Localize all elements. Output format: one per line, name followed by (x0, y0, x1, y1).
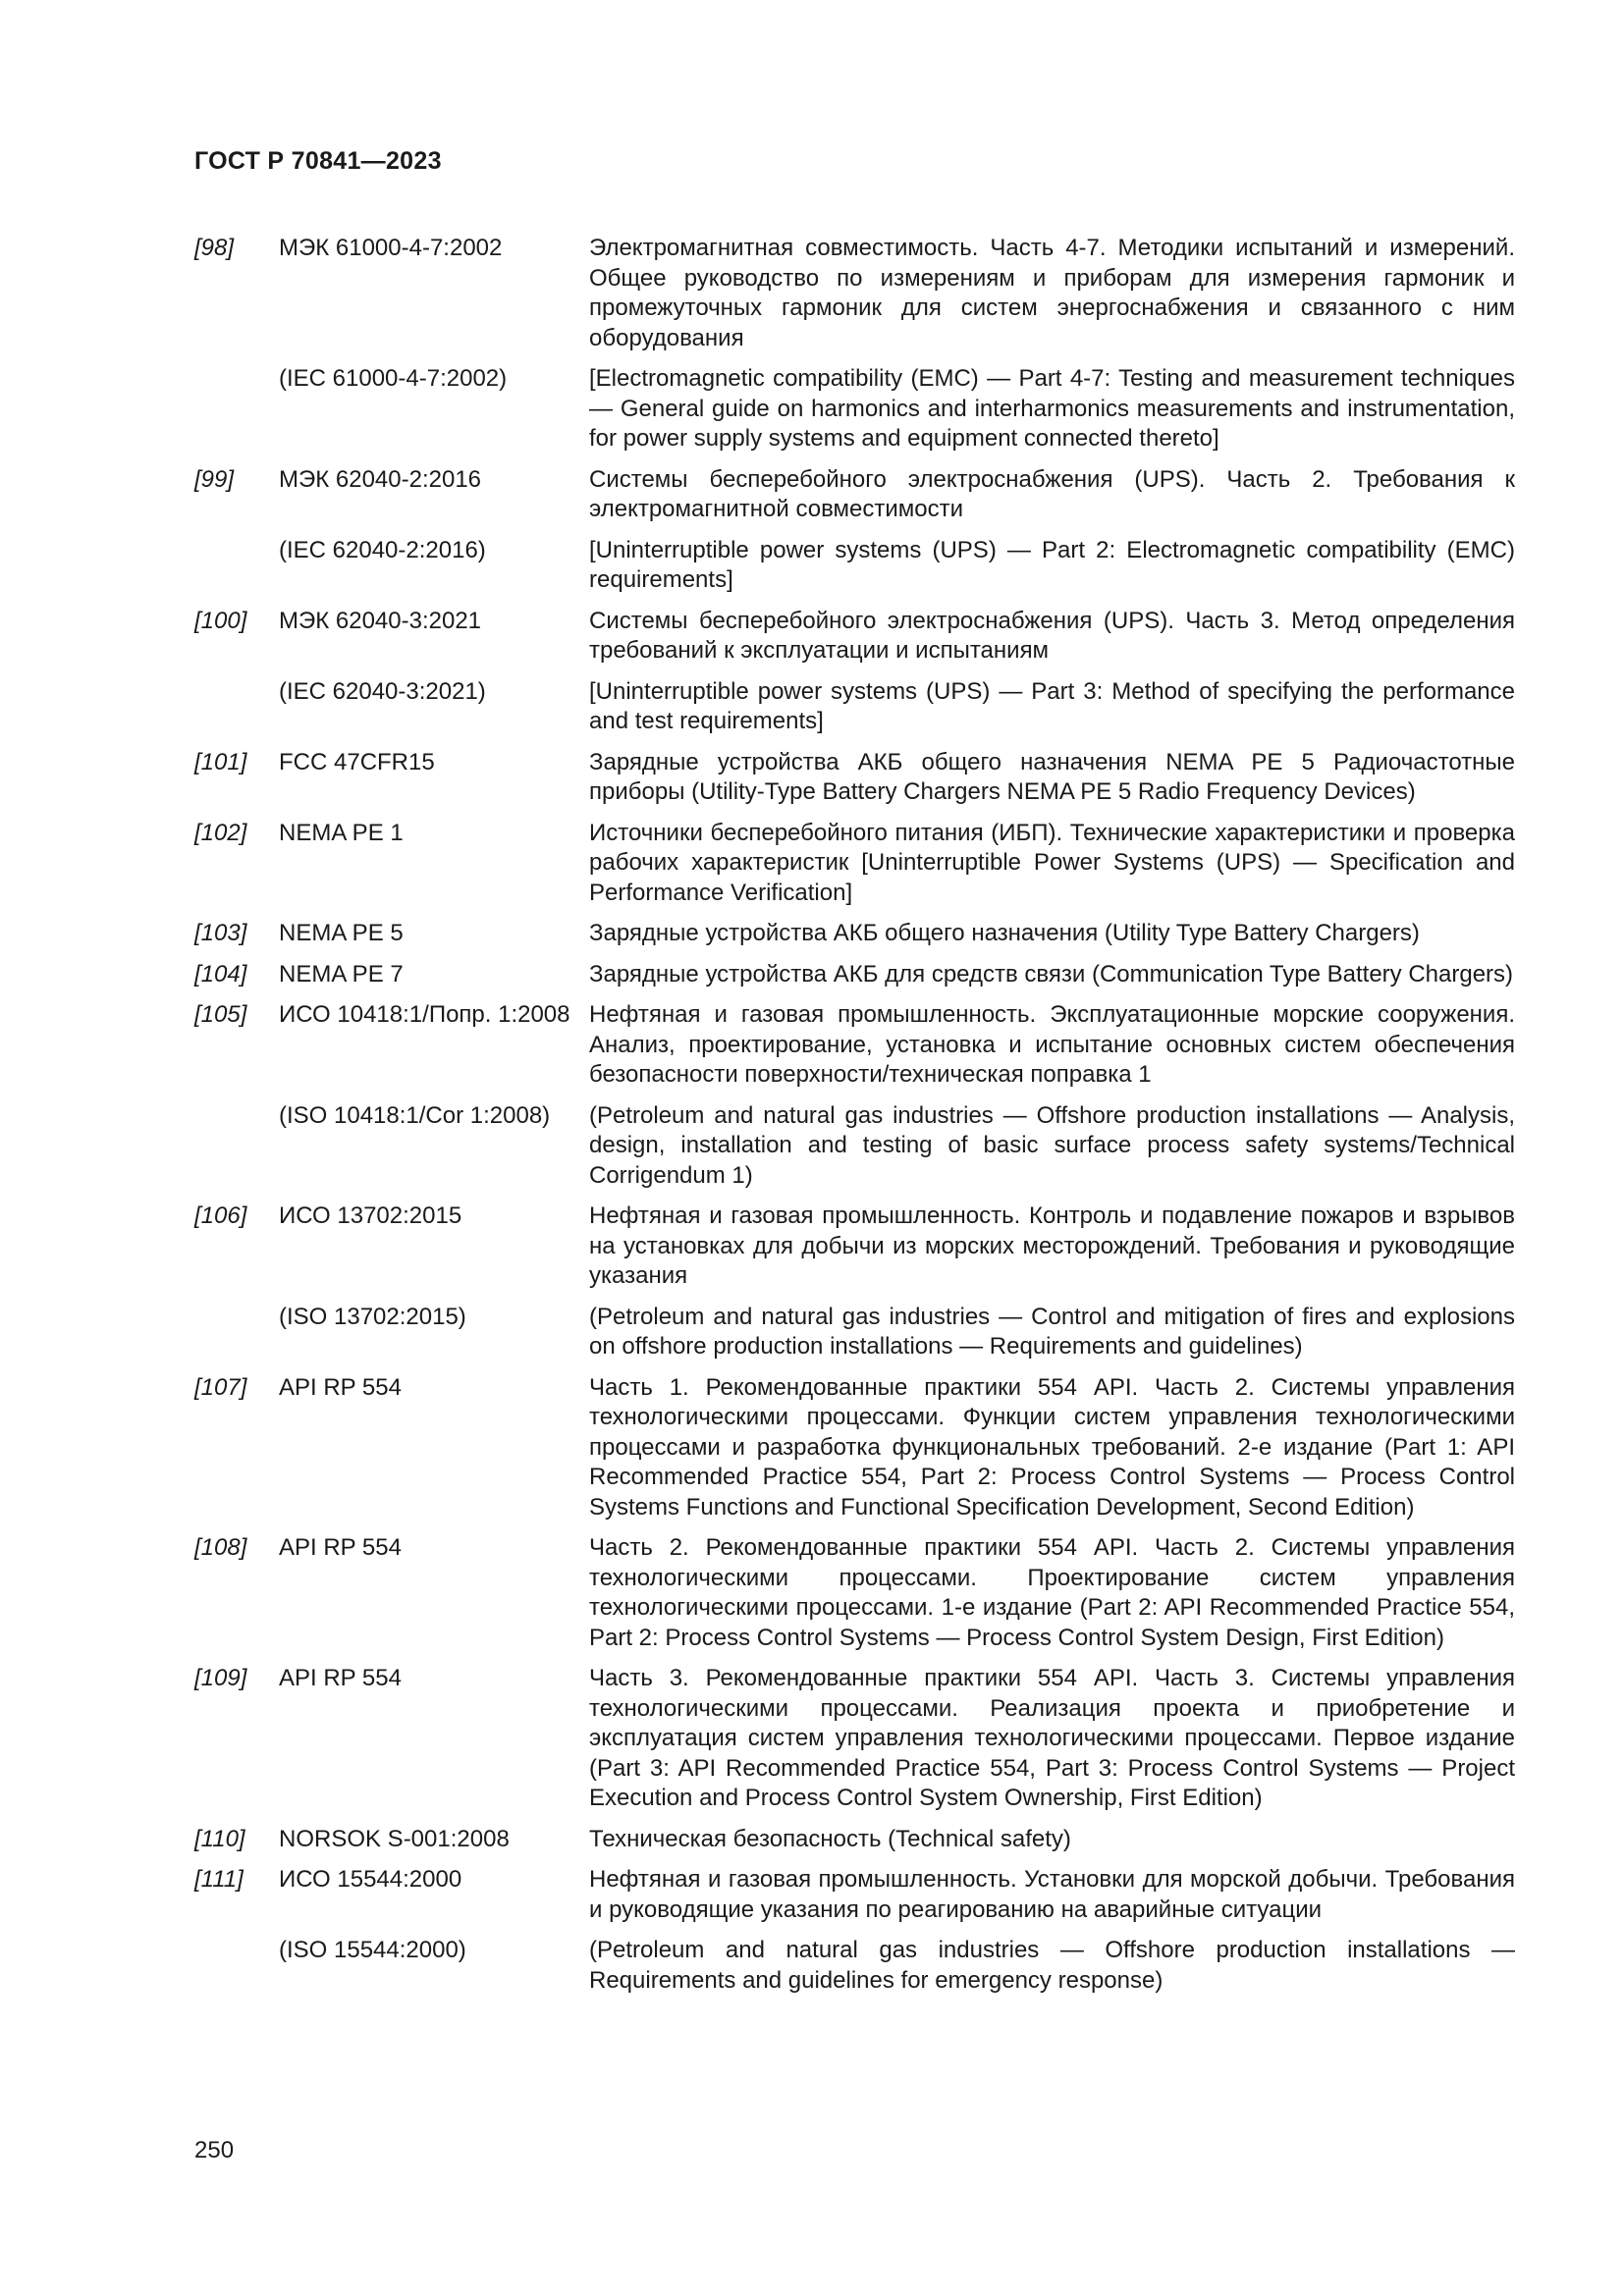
entry-title: Зарядные устройства АКБ для средств связи (Communication Type Battery Chargers) (589, 960, 1514, 988)
entry-code: API RP 554 (279, 1534, 402, 1561)
entry-number: [107] (194, 1373, 247, 1401)
entry-title: Часть 1. Рекомендованные практики 554 API. Часть 2. Системы управления технологическими процессами. Функции систем управления технологическими процессами и разработка функциональных требований. 2-е издание (Part 1: API Recommended Practice 554, Part 2: Process Control Systems — Process Control Systems Functions and Functional Specification Development, Second Edition) (589, 1373, 1515, 1521)
entry-code: NEMA PE 7 (279, 960, 404, 988)
page-number: 250 (194, 2137, 235, 2163)
entry-code: (IEC 62040-3:2021) (279, 677, 486, 705)
entry-number: [106] (194, 1202, 247, 1229)
entry-number (194, 1936, 279, 1996)
entry-number: [105] (194, 1001, 247, 1028)
entry-number (194, 1101, 279, 1192)
entry-number: [108] (194, 1534, 247, 1561)
entry-code: (ISO 13702:2015) (279, 1303, 466, 1330)
bibliography-list (194, 234, 1515, 2006)
entry-title: Зарядные устройства АКБ общего назначения NEMA PE 5 Радиочастотные приборы (Utility-Type Battery Chargers NEMA PE 5 Radio Frequency Devices) (589, 748, 1515, 805)
bibliography-entry (194, 536, 1515, 596)
bibliography-entry (194, 748, 1515, 808)
entry-code: ИСО 10418:1/Попр. 1:2008 (279, 1001, 570, 1028)
entry-number: [100] (194, 607, 247, 634)
entry-code: ИСО 15544:2000 (279, 1866, 462, 1893)
entry-number (194, 364, 279, 454)
entry-number: [111] (194, 1866, 244, 1893)
entry-code: МЭК 62040-2:2016 (279, 465, 482, 493)
bibliography-entry (194, 1101, 1515, 1192)
bibliography-entry (194, 1373, 1515, 1523)
bibliography-entry (194, 1825, 1515, 1855)
bibliography-entry (194, 234, 1515, 353)
entry-number: [101] (194, 748, 247, 775)
bibliography-entry (194, 607, 1515, 667)
entry-title: Техническая безопасность (Technical safety) (589, 1825, 1071, 1852)
bibliography-entry (194, 1303, 1515, 1362)
entry-code: (ISO 15544:2000) (279, 1937, 466, 1963)
entry-code: API RP 554 (279, 1373, 402, 1401)
entry-title: [Uninterruptible power systems (UPS) — Part 3: Method of specifying the performance and test requirements] (589, 677, 1515, 734)
entry-number: [103] (194, 920, 247, 946)
entry-number: [104] (194, 960, 247, 988)
entry-title: Часть 3. Рекомендованные практики 554 API. Часть 3. Системы управления технологическими процессами. Реализация проекта и приобретение и эксплуатация систем управления технологическими процессами. Первое издание (Part 3: API Recommended Practice 554, Part 3: Process Control Systems — Project Execution and Process Control System Ownership, First Edition) (589, 1665, 1515, 1811)
entry-code: FCC 47CFR15 (279, 748, 435, 775)
entry-number: [110] (194, 1825, 245, 1852)
bibliography-entry (194, 1865, 1515, 1925)
entry-title: [Uninterruptible power systems (UPS) — Part 2: Electromagnetic compatibility (EMC) requirements] (589, 536, 1515, 593)
entry-title: Нефтяная и газовая промышленность. Контроль и подавление пожаров и взрывов на установках для добычи из морских месторождений. Требования и руководящие указания (589, 1202, 1515, 1289)
entry-title: (Petroleum and natural gas industries — Offshore production installations — Analysis, design, installation and testing of basic surface process safety systems/Technical Corrigendum 1) (589, 1101, 1515, 1189)
entry-title: Нефтяная и газовая промышленность. Установки для морской добычи. Требования и руководящие указания по реагированию на аварийные ситуации (589, 1866, 1515, 1923)
bibliography-entry (194, 677, 1515, 737)
entry-number: [99] (194, 465, 235, 493)
bibliography-entry (194, 960, 1515, 990)
bibliography-entry (194, 1201, 1515, 1292)
entry-code: NEMA PE 1 (279, 819, 404, 846)
entry-number (194, 1303, 279, 1362)
entry-number (194, 677, 279, 737)
entry-title: Системы бесперебойного электроснабжения (UPS). Часть 3. Метод определения требований к эксплуатации и испытаниям (589, 607, 1515, 664)
entry-number: [109] (194, 1665, 247, 1691)
bibliography-entry (194, 1533, 1515, 1653)
entry-title: Электромагнитная совместимость. Часть 4-7. Методики испытаний и измерений. Общее руководство по измерениям и приборам для измерения гармоник и промежуточных гармоник для систем энергоснабжения и связанного с ним оборудования (589, 235, 1515, 351)
entry-title: Часть 2. Рекомендованные практики 554 API. Часть 2. Системы управления технологическими процессами. Проектирование систем управления технологическими процессами. 1-е издание (Part 2: API Recommended Practice 554, Part 2: Process Control Systems — Process Control System Design, First Edition) (589, 1534, 1515, 1651)
entry-number: [98] (194, 235, 235, 261)
entry-code: МЭК 61000-4-7:2002 (279, 235, 503, 261)
bibliography-entry (194, 364, 1515, 454)
entry-title: (Petroleum and natural gas industries — Offshore production installations — Requirements and guidelines for emergency response) (589, 1937, 1515, 1994)
entry-code: NEMA PE 5 (279, 920, 404, 946)
bibliography-entry (194, 1000, 1515, 1091)
entry-number (194, 536, 279, 596)
entry-code: API RP 554 (279, 1665, 402, 1691)
entry-title: (Petroleum and natural gas industries — Control and mitigation of fires and explosions on offshore production installations — Requirements and guidelines) (589, 1303, 1515, 1360)
entry-code: (ISO 10418:1/Cor 1:2008) (279, 1101, 551, 1129)
entry-code: (IEC 62040-2:2016) (279, 536, 486, 563)
entry-title: Нефтяная и газовая промышленность. Эксплуатационные морские сооружения. Анализ, проектирование, установка и испытание основных систем обеспечения безопасности поверхности/техническая поправка 1 (589, 1001, 1515, 1088)
entry-title: Источники бесперебойного питания (ИБП). Технические характеристики и проверка рабочих характеристик [Uninterruptible Power Systems (UPS) — Specification and Performance Verification] (589, 819, 1515, 906)
bibliography-entry (194, 1664, 1515, 1814)
entry-title: Системы бесперебойного электроснабжения (UPS). Часть 2. Требования к электромагнитной совместимости (589, 465, 1515, 522)
bibliography-entry (194, 465, 1515, 525)
entry-number: [102] (194, 819, 247, 846)
document-header: ГОСТ Р 70841—2023 (194, 147, 442, 175)
bibliography-entry (194, 1936, 1515, 1996)
bibliography-entry (194, 819, 1515, 909)
entry-title: Зарядные устройства АКБ общего назначения (Utility Type Battery Chargers) (589, 920, 1420, 946)
bibliography-entry (194, 919, 1515, 949)
entry-code: NORSOK S-001:2008 (279, 1825, 510, 1852)
entry-title: [Electromagnetic compatibility (EMC) — Part 4-7: Testing and measurement techniques — General guide on harmonics and interharmonics measurements and instrumentation, for power supply systems and equipment connected thereto] (589, 365, 1515, 452)
entry-code: (IEC 61000-4-7:2002) (279, 365, 508, 392)
entry-code: ИСО 13702:2015 (279, 1202, 462, 1229)
entry-code: МЭК 62040-3:2021 (279, 607, 482, 634)
